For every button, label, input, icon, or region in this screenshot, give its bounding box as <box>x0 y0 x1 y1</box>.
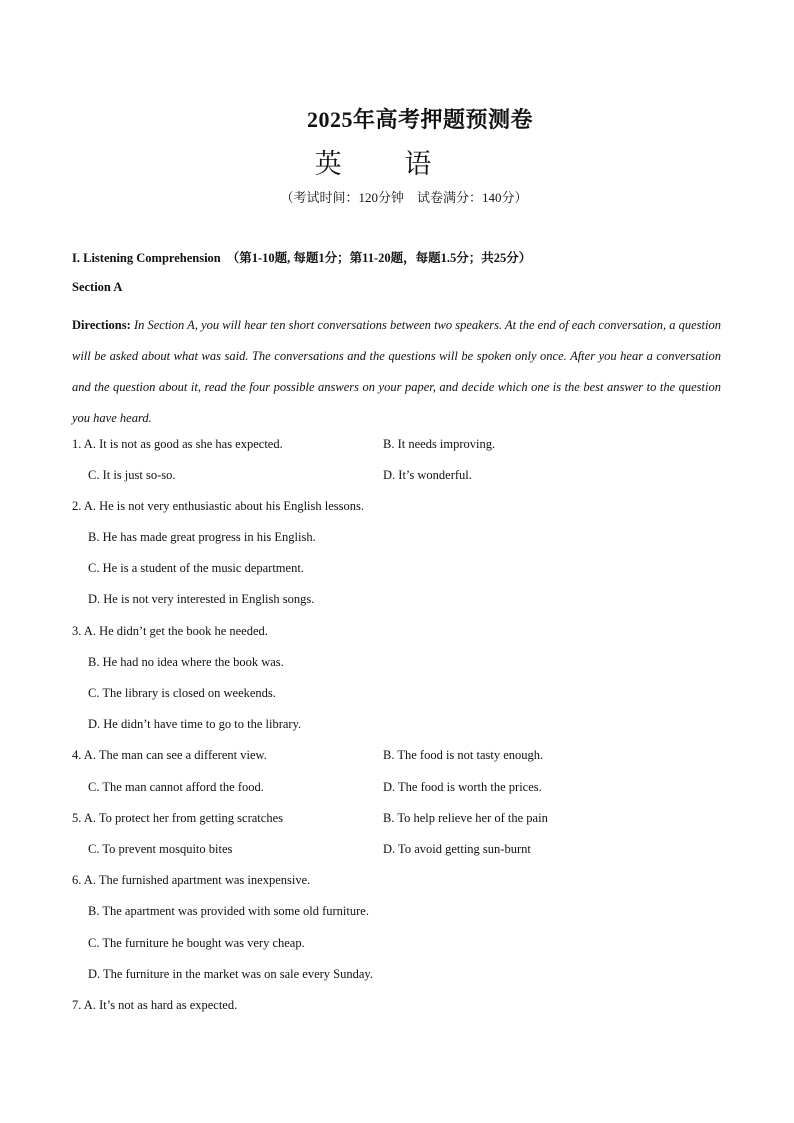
section-heading <box>72 248 531 266</box>
directions <box>72 310 721 434</box>
q4-option-a: 4. A. The man can see a different view. <box>72 748 267 762</box>
q3-option-d: D. He didn’t have time to go to the library. <box>88 717 302 731</box>
q2-option-c: C. He is a student of the music department. <box>88 561 304 575</box>
q6-option-c: C. The furniture he bought was very cheap. <box>88 936 305 950</box>
q3-option-b: B. He had no idea where the book was. <box>88 655 284 669</box>
directions-label: Directions: <box>72 318 131 332</box>
q6-option-a: 6. A. The furnished apartment was inexpensive. <box>72 873 311 887</box>
section-label: Section A <box>72 280 123 294</box>
q4-option-c: C. The man cannot afford the food. <box>88 780 264 794</box>
q7-option-a: 7. A. It’s not as hard as expected. <box>72 998 238 1012</box>
q5-option-a: 5. A. To protect her from getting scratches <box>72 811 283 825</box>
q2-option-a: 2. A. He is not very enthusiastic about his English lessons. <box>72 499 364 513</box>
q5-option-b: B. To help relieve her of the pain <box>383 811 548 825</box>
q1-option-d: D. It’s wonderful. <box>383 468 472 482</box>
q3-option-a: 3. A. He didn’t get the book he needed. <box>72 624 268 638</box>
section-heading-note: （第1-10题, 每题1分；第11-20题，每题1.5分；共25分） <box>226 251 532 265</box>
q6-option-b: B. The apartment was provided with some old furniture. <box>88 904 369 918</box>
section-heading-title: I. Listening Comprehension <box>72 251 221 265</box>
q5-option-c: C. To prevent mosquito bites <box>88 842 233 856</box>
q1-option-a: 1. A. It is not as good as she has expected. <box>72 437 283 451</box>
q4-option-d: D. The food is worth the prices. <box>383 780 542 794</box>
q4-option-b: B. The food is not tasty enough. <box>383 748 544 762</box>
page-title: 2025年高考押题预测卷 <box>306 107 533 132</box>
q2-option-d: D. He is not very interested in English songs. <box>88 592 315 606</box>
exam-info: （考试时间：120分钟 试卷满分：140分） <box>280 190 528 205</box>
directions-text: In Section A, you will hear ten short conversations between two speakers. At the end of each conversation, a question will be asked about what was said. The conversations and the questions will be spoken only once. After you hear a conversation and the question about it, read the four possible answers on your paper, and decide which one is the best answer to the question you have heard. <box>72 318 721 425</box>
subject-title: 英 语 <box>314 149 460 179</box>
q1-option-b: B. It needs improving. <box>383 437 496 451</box>
q6-option-d: D. The furniture in the market was on sale every Sunday. <box>88 967 373 981</box>
q1-option-c: C. It is just so-so. <box>88 468 176 482</box>
q3-option-c: C. The library is closed on weekends. <box>88 686 276 700</box>
q2-option-b: B. He has made great progress in his English. <box>88 530 316 544</box>
q5-option-d: D. To avoid getting sun-burnt <box>383 842 531 856</box>
